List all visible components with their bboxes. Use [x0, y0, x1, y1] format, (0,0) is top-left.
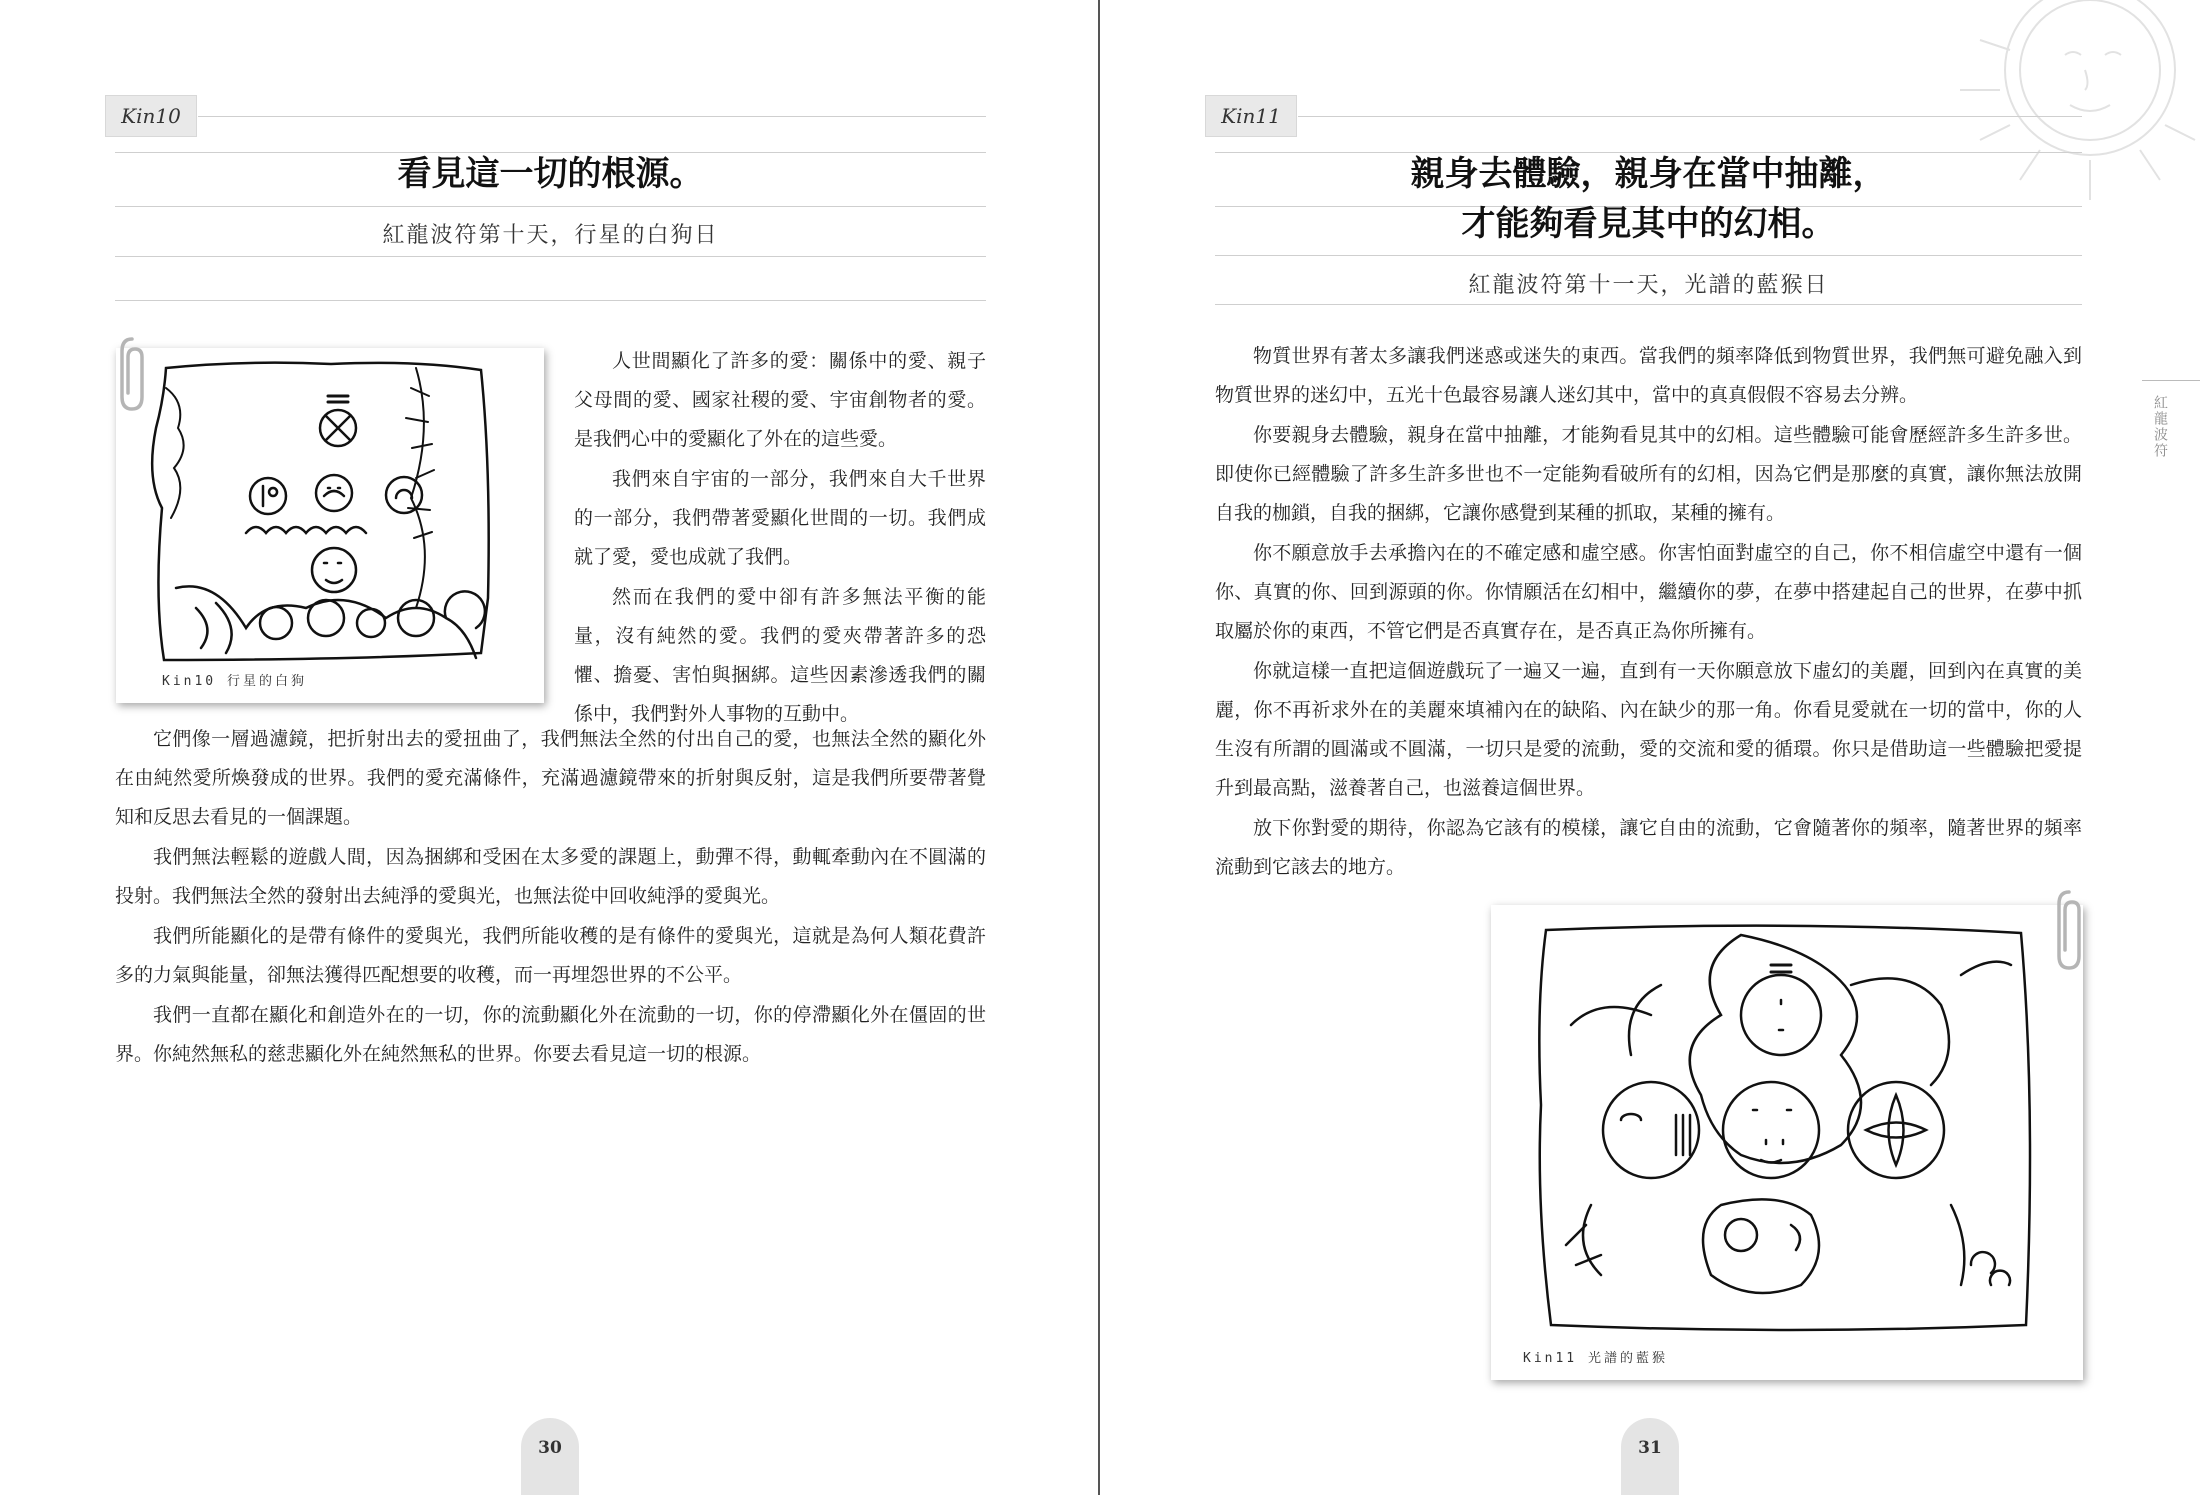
subtitle-rule — [1215, 304, 2082, 305]
side-tab-rule — [2142, 380, 2200, 381]
paragraph: 我們所能顯化的是帶有條件的愛與光，我們所能收穫的是有條件的愛與光，這就是為何人類花費許多的力氣與能量，卻無法獲得匹配想要的收穫，而一再埋怨世界的不公平。 — [115, 925, 986, 986]
page-title-line2: 才能夠看見其中的幻相。 — [1461, 204, 1836, 244]
title-rule-mid — [115, 206, 986, 207]
section-rule — [115, 300, 986, 301]
kin-label-tab: Kin11 — [1205, 95, 1297, 137]
paragraph: 我們無法輕鬆的遊戲人間，因為捆綁和受困在太多愛的課題上，動彈不得，動輒牽動內在不圓滿的投射。我們無法全然的發射出去純淨的愛與光，也無法從中回收純淨的愛與光。 — [115, 846, 986, 907]
right-page — [1100, 0, 2200, 1495]
illustration-caption: Kin11 光譜的藍猴 — [1523, 1351, 1668, 1366]
page-subtitle: 紅龍波符第十天，行星的白狗日 — [382, 223, 719, 248]
body-text-block — [1215, 337, 2082, 888]
title-rule-bottom — [1215, 255, 2082, 256]
paragraph: 放下你對愛的期待，你認為它該有的模樣，讓它自由的流動，它會隨著你的頻率，隨著世界的頻率流動到它該去的地方。 — [1215, 817, 2082, 878]
side-chapter-tab: 紅龍波符 — [2152, 395, 2168, 459]
page-title-line1: 親身去體驗，親身在當中抽離， — [1410, 154, 1887, 194]
page-subtitle: 紅龍波符第十一天，光譜的藍猴日 — [1468, 273, 1829, 298]
header-rule — [198, 116, 986, 117]
paragraph: 你要親身去體驗，親身在當中抽離，才能夠看見其中的幻相。這些體驗可能會歷經許多生許多世。即使你已經體驗了許多生許多世也不一定能夠看破所有的幻相，因為它們是那麼的真實，讓你無法放開自我的枷鎖，自我的捆綁，它讓你感覺到某種的抓取，某種的擁有。 — [1215, 424, 2082, 524]
illustration-photo — [116, 348, 544, 703]
illustration-caption: Kin10 行星的白狗 — [162, 674, 307, 689]
paragraph: 它們像一層過濾鏡，把折射出去的愛扭曲了，我們無法全然的付出自己的愛，也無法全然的顯化外在由純然愛所煥發成的世界。我們的愛充滿條件，充滿過濾鏡帶來的折射與反射，這是我們所要帶著覺知和反思去看見的一個課題。 — [115, 728, 986, 828]
kin-label-tab: Kin10 — [105, 95, 197, 137]
paragraph: 物質世界有著太多讓我們迷惑或迷失的東西。當我們的頻率降低到物質世界，我們無可避免融入到物質世界的迷幻中，五光十色最容易讓人迷幻其中，當中的真真假假不容易去分辨。 — [1215, 345, 2082, 406]
paragraph: 你不願意放手去承擔內在的不確定感和虛空感。你害怕面對虛空的自己，你不相信虛空中還有一個你、真實的你、回到源頭的你。你情願活在幻相中，繼續你的夢，在夢中搭建起自己的世界，在夢中抓取屬於你的東西，不管它們是否真實存在，是否真正為你所擁有。 — [1215, 542, 2082, 642]
paragraph: 人世間顯化了許多的愛：關係中的愛、親子父母間的愛、國家社稷的愛、宇宙創物者的愛。是我們心中的愛顯化了外在的這些愛。 — [574, 350, 986, 450]
subtitle-rule — [115, 256, 986, 257]
dog-glyph-drawing — [116, 348, 544, 703]
paragraph: 然而在我們的愛中卻有許多無法平衡的能量，沒有純然的愛。我們的愛夾帶著許多的恐懼、擔憂、害怕與捆綁。這些因素滲透我們的關係中，我們對外人事物的互動中。 — [574, 586, 986, 725]
paragraph: 你就這樣一直把這個遊戲玩了一遍又一遍，直到有一天你願意放下虛幻的美麗，回到內在真實的美麗，你不再祈求外在的美麗來填補內在的缺陷、內在缺少的那一角。你看見愛就在一切的當中，你的人生沒有所謂的圓滿或不圓滿，一切只是愛的流動，愛的交流和愛的循環。你只是借助這一些體驗把愛提升到最高點，滋養著自己，也滋養這個世界。 — [1215, 660, 2082, 799]
illustration-photo — [1491, 905, 2083, 1380]
paperclip-icon — [118, 335, 146, 415]
wrap-text-block — [574, 342, 986, 735]
header-rule — [1298, 116, 2082, 117]
page-number: 31 — [1621, 1418, 1679, 1495]
paragraph: 我們來自宇宙的一部分，我們來自大千世界的一部分，我們帶著愛顯化世間的一切。我們成就了愛，愛也成就了我們。 — [574, 468, 986, 568]
page-number: 30 — [521, 1418, 579, 1495]
paperclip-icon — [2055, 888, 2083, 974]
monkey-glyph-drawing — [1491, 905, 2083, 1380]
full-text-block — [115, 720, 986, 1075]
page-title: 看見這一切的根源。 — [397, 154, 704, 194]
paragraph: 我們一直都在顯化和創造外在的一切，你的流動顯化外在流動的一切，你的停滯顯化外在僵固的世界。你純然無私的慈悲顯化外在純然無私的世界。你要去看見這一切的根源。 — [115, 1004, 986, 1065]
